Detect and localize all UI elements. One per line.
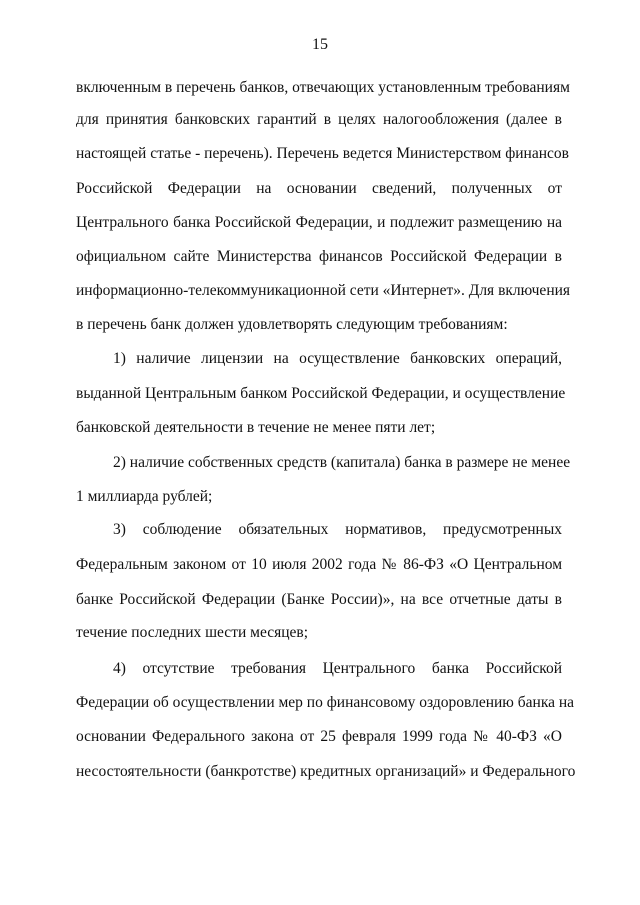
text-line: информационно-телекоммуникационной сети «Интернет». Для включения [76, 282, 571, 299]
list-item-1-start: 1) наличие лицензии на осуществление банковских операций, [113, 350, 562, 367]
text-line: несостоятельности (банкротстве) кредитных организаций» и Федерального [76, 763, 576, 780]
text-line: Центрального банка Российской Федерации, и подлежит размещению на [76, 214, 562, 231]
text-line: официальном сайте Министерства финансов Российской Федерации в [76, 248, 562, 265]
text-line: банковской деятельности в течение не менее пяти лет; [76, 419, 436, 436]
list-item-4-start: 4) отсутствие требования Центрального банка Российской [113, 660, 562, 677]
text-line: Федерации об осуществлении мер по финансовому оздоровлению банка на [76, 694, 575, 711]
text-line: Федеральным законом от 10 июля 2002 года № 86-ФЗ «О Центральном [76, 556, 562, 573]
text-line: 1 миллиарда рублей; [76, 488, 213, 505]
text-line: выданной Центральным банком Российской Федерации, и осуществление [76, 385, 566, 402]
text-line: в перечень банк должен удовлетворять следующим требованиям: [76, 316, 508, 333]
text-line: для принятия банковских гарантий в целях налогообложения (далее в [76, 111, 562, 128]
text-line: течение последних шести месяцев; [76, 624, 309, 641]
text-line: основании Федерального закона от 25 февраля 1999 года № 40-ФЗ «О [76, 728, 562, 745]
page-number: 15 [312, 36, 328, 53]
text-line: включенным в перечень банков, отвечающих установленным требованиям [76, 79, 570, 96]
text-line: настоящей статье - перечень). Перечень ведется Министерством финансов [76, 145, 569, 162]
text-line: Российской Федерации на основании сведений, полученных от [76, 180, 562, 197]
text-line: банке Российской Федерации (Банке России)», на все отчетные даты в [76, 591, 562, 608]
list-item-2-start: 2) наличие собственных средств (капитала) банка в размере не менее [113, 454, 571, 471]
list-item-3-start: 3) соблюдение обязательных нормативов, предусмотренных [113, 521, 562, 538]
